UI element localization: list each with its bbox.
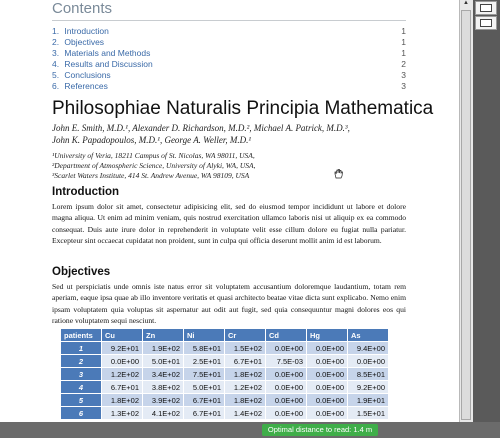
scroll-up-arrow-icon[interactable]: ▲ [463,0,469,6]
table-cell: 6.7E+01 [184,394,225,407]
table-row-header: 1 [61,342,102,355]
table-row-header: 5 [61,394,102,407]
affiliation: ¹University of Veria, 18211 Campus of St. Nicolas, WA 98011, USA, [52,151,255,160]
table-cell: 4.1E+02 [143,407,184,420]
table-header-cell: Cd [266,329,307,342]
toc-item-label: Objectives [64,37,105,47]
data-table [60,328,389,420]
table-cell: 1.2E+02 [225,381,266,394]
status-bar [0,422,500,438]
page-view-icon[interactable] [475,1,497,15]
table-header-cell: Cu [102,329,143,342]
table-cell: 5.0E+01 [143,355,184,368]
table-cell: 1.2E+02 [102,368,143,381]
table-header-cell: patients [61,329,102,342]
side-tool-panel [473,0,500,422]
table-header-cell: As [348,329,389,342]
toc-item-page: 1 [401,37,406,47]
toc-item-label: Materials and Methods [64,48,151,58]
table-header-row [61,329,389,342]
table-cell: 0.0E+00 [348,355,389,368]
reading-distance-indicator: Optimal distance to read: 1.4 m [262,424,378,436]
table-header-cell: Hg [307,329,348,342]
document-title: Philosophiae Naturalis Principia Mathematica [52,98,434,119]
table-row-header: 6 [61,407,102,420]
table-row [61,342,389,355]
table-cell: 2.5E+01 [184,355,225,368]
table-cell: 1.9E+02 [143,342,184,355]
toc-item-page: 1 [401,26,406,36]
table-cell: 6.7E+01 [102,381,143,394]
toc-item-label: Results and Discussion [64,59,153,69]
toc-item-number: 3. [52,48,60,58]
table-row [61,355,389,368]
table-cell: 0.0E+00 [307,342,348,355]
table-cell: 1.5E+01 [348,407,389,420]
table-row [61,381,389,394]
toc-item-number: 6. [52,81,60,91]
objectives-paragraph: Sed ut perspiciatis unde omnis iste natus error sit voluptatem accusantium doloremque laudantium, totam rem aperiam, eaque ipsa quae ab illo inventore veritatis et quasi architecto beatae vitae dicta sunt explicabo. Nemo enim ipsam voluptatem quia voluptas sit aspernatur aut odit aut fugit, sed quia consequuntur magni dolores eos qui ratione voluptatem sequi nesciunt. [52,282,406,326]
table-header-cell: Zn [143,329,184,342]
toc-item-label: References [64,81,108,91]
toc-item-label: Introduction [64,26,109,36]
table-cell: 0.0E+00 [266,407,307,420]
vertical-scrollbar[interactable] [459,0,473,422]
toc-item-page: 2 [401,59,406,69]
table-cell: 1.5E+02 [225,342,266,355]
toc-item-page: 3 [401,70,406,80]
table-cell: 1.8E+02 [102,394,143,407]
toc-item-introduction[interactable] [52,26,406,37]
toc-item-number: 5. [52,70,60,80]
table-cell: 3.9E+02 [143,394,184,407]
table-row-header: 3 [61,368,102,381]
table-cell: 1.8E+02 [225,394,266,407]
toc-divider [52,20,406,21]
table-cell: 3.8E+02 [143,381,184,394]
table-cell: 0.0E+00 [266,381,307,394]
table-cell: 9.4E+00 [348,342,389,355]
section-heading-introduction: Introduction [52,186,120,198]
section-heading-objectives: Objectives [52,266,111,278]
table-cell: 1.3E+02 [102,407,143,420]
table-row-header: 2 [61,355,102,368]
table-cell: 0.0E+00 [307,407,348,420]
table-row [61,368,389,381]
author-line: John K. Papadopoulos, M.D.¹, George A. Weller, M.D.¹ [52,134,252,145]
table-cell: 0.0E+00 [307,368,348,381]
table-cell: 0.0E+00 [102,355,143,368]
table-row [61,394,389,407]
affiliation: ³Scarlet Waters Institute, 414 St. Andrew Avenue, WA 98109, USA [52,171,250,180]
table-cell: 0.0E+00 [307,394,348,407]
toc-item-objectives[interactable] [52,37,406,48]
table-cell: 5.8E+01 [184,342,225,355]
table-cell: 1.8E+02 [225,368,266,381]
table-cell: 7.5E+01 [184,368,225,381]
table-cell: 6.7E+01 [184,407,225,420]
table-cell: 5.0E+01 [184,381,225,394]
hand-cursor-icon [333,166,344,177]
author-list [52,123,410,146]
table-cell: 9.2E+00 [348,381,389,394]
table-cell: 0.0E+00 [307,355,348,368]
toc-item-label: Conclusions [64,70,111,80]
table-cell: 9.2E+01 [102,342,143,355]
toc-item-conclusions[interactable] [52,70,406,81]
table-cell: 1.9E+01 [348,394,389,407]
table-cell: 8.5E+01 [348,368,389,381]
table-cell: 7.5E-03 [266,355,307,368]
scrollbar-thumb[interactable] [461,10,471,420]
two-page-view-icon[interactable] [475,16,497,30]
table-cell: 0.0E+00 [266,342,307,355]
toc-item-page: 1 [401,48,406,58]
toc-item-number: 4. [52,59,60,69]
toc-item-materials-and-methods[interactable] [52,48,406,59]
toc-item-number: 2. [52,37,60,47]
table-cell: 0.0E+00 [266,394,307,407]
table-cell: 6.7E+01 [225,355,266,368]
toc-title: Contents [52,0,113,17]
table-cell: 3.4E+02 [143,368,184,381]
introduction-paragraph: Lorem ipsum dolor sit amet, consectetur adipisicing elit, sed do eiusmod tempor incididunt ut labore et dolore magna aliqua. Ut enim ad minim veniam, quis nostrud exercitation ullamco laboris nisi ut aliquip ex ea commodo consequat. Duis aute irure dolor in reprehenderit in voluptate velit esse cillum dolore eu fugiat nulla pariatur. Excepteur sint occaecat cupidatat non proident, sunt in culpa qui officia deserunt mollit anim id est laborum. [52,202,406,246]
table-cell: 0.0E+00 [266,368,307,381]
table-cell: 1.4E+02 [225,407,266,420]
toc-item-results-and-discussion[interactable] [52,59,406,70]
table-header-cell: Cr [225,329,266,342]
toc-item-references[interactable] [52,81,406,92]
toc-item-page: 3 [401,81,406,91]
affiliation: ²Department of Atmospheric Science, University of Alyki, WA, USA, [52,161,256,170]
table-cell: 0.0E+00 [307,381,348,394]
toc-item-number: 1. [52,26,60,36]
table-row-header: 4 [61,381,102,394]
table-row [61,407,389,420]
table-header-cell: Ni [184,329,225,342]
author-line: John E. Smith, M.D.¹, Alexander D. Richardson, M.D.², Michael A. Patrick, M.D.³, [52,123,350,133]
